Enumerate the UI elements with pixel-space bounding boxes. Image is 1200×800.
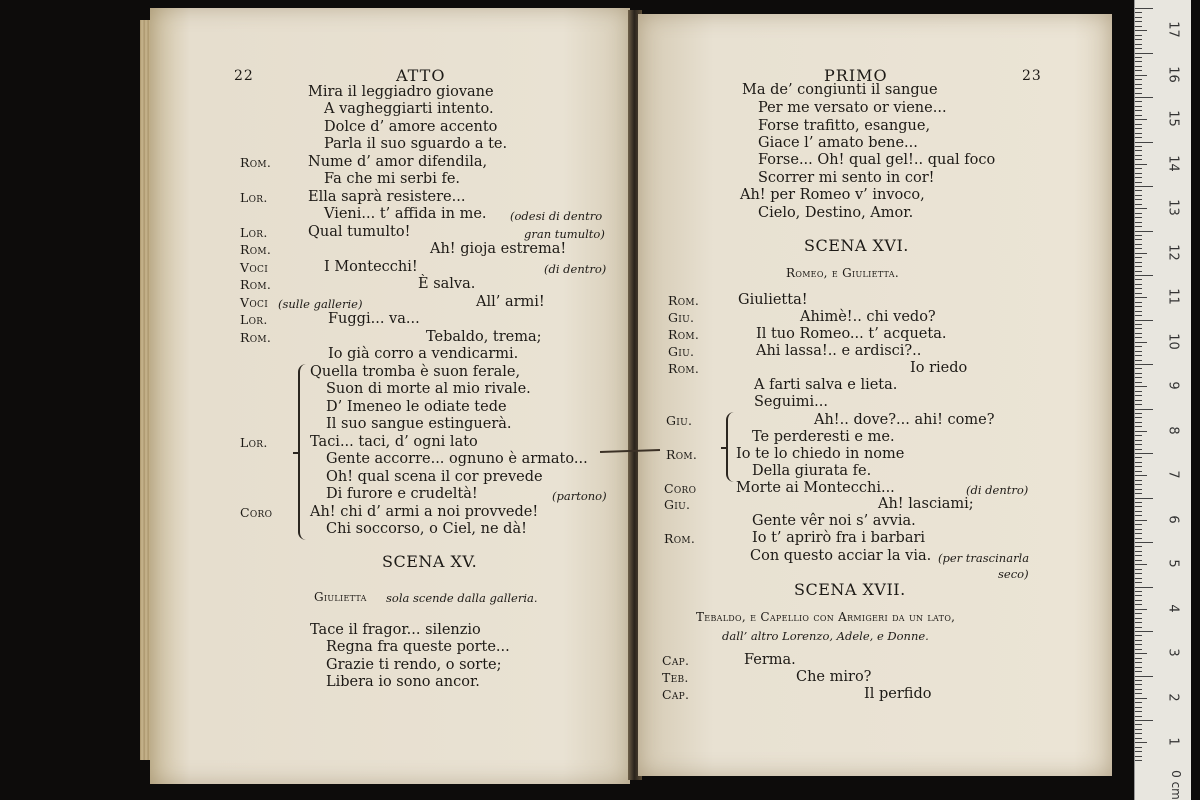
running-head-left: ATTO [396, 66, 446, 85]
verse-line: Io t’ aprirò fra i barbari [752, 530, 926, 546]
ruler-tick [1135, 702, 1142, 703]
ruler-tick [1135, 368, 1142, 369]
ruler-tick [1135, 79, 1142, 80]
ruler-tick [1135, 213, 1142, 214]
ruler-tick [1135, 564, 1147, 565]
ruler-tick [1135, 724, 1142, 725]
ruler-tick [1135, 747, 1142, 748]
ruler-tick [1135, 555, 1142, 556]
speaker-label: Lor. [240, 435, 268, 450]
ruler-tick [1135, 520, 1147, 521]
left-page [150, 8, 630, 784]
ruler-tick [1135, 271, 1142, 272]
ruler-tick [1135, 12, 1142, 13]
stage-direction: (per trascinarla [938, 551, 1030, 565]
ruler-tick [1135, 61, 1142, 62]
ruler-tick [1135, 377, 1142, 378]
ruler-tick [1135, 128, 1142, 129]
verse-line: Giulietta! [738, 292, 808, 308]
ruler-tick [1135, 671, 1142, 672]
verse-line: Parla il suo sguardo a te. [324, 136, 508, 152]
ruler-tick [1135, 742, 1147, 743]
ruler-tick [1135, 529, 1142, 530]
ruler-tick [1135, 609, 1147, 610]
verse-line: Ahi lassa!.. e ardisci?.. [756, 343, 922, 359]
verse-line: Taci... taci, d’ ogni lato [310, 434, 478, 450]
verse-line: Con questo acciar la via. [750, 548, 932, 564]
speaker-label: Lor. [240, 312, 268, 327]
ruler-tick [1135, 382, 1142, 383]
ruler-tick [1135, 644, 1142, 645]
verse-line: Il tuo Romeo... t’ acqueta. [756, 326, 947, 342]
ruler-tick [1135, 569, 1142, 570]
ruler-tick [1135, 373, 1142, 374]
ruler-tick [1135, 502, 1142, 503]
scene-direction: sola scende dalla galleria. [386, 591, 538, 605]
ruler-tick [1135, 53, 1153, 54]
ruler-tick [1135, 208, 1147, 209]
verse-line: Tace il fragor... silenzio [310, 622, 481, 638]
ruler-tick [1135, 324, 1142, 325]
ruler-tick [1135, 440, 1142, 441]
ruler-tick [1135, 266, 1142, 267]
speaker-label: Rom. [668, 293, 700, 308]
ruler-tick [1135, 622, 1142, 623]
ruler-tick [1135, 386, 1147, 387]
ruler-tick [1135, 506, 1142, 507]
ruler-tick [1135, 689, 1142, 690]
ruler-tick [1135, 306, 1142, 307]
ruler-tick [1135, 546, 1142, 547]
ruler-tick [1135, 422, 1142, 423]
ruler-tick [1135, 84, 1142, 85]
ruler-tick [1135, 400, 1142, 401]
ruler-tick [1135, 635, 1142, 636]
ruler-tick [1135, 297, 1147, 298]
ruler-tick [1135, 346, 1142, 347]
ruler-label: 10 [1165, 332, 1181, 350]
ruler-label: 1 [1165, 737, 1181, 746]
verse-line: Giace l’ amato bene... [758, 135, 918, 151]
ruler-label: 8 [1165, 425, 1181, 435]
verse-line: Gente vêr noi s’ avvia. [752, 513, 916, 529]
speaker-label: Voci [240, 260, 269, 275]
ruler-tick [1135, 101, 1142, 102]
scene-direction: Romeo, e Giulietta. [786, 266, 899, 280]
scene-direction-name: Giulietta [314, 590, 367, 604]
ruler-tick [1135, 137, 1142, 138]
verse-line: A farti salva e lieta. [754, 377, 898, 393]
ruler-tick [1135, 653, 1147, 654]
speaker-label: Coro [664, 481, 697, 496]
ruler-tick [1135, 311, 1142, 312]
scene-direction: dall’ altro Lorenzo, Adele, e Donne. [722, 629, 929, 643]
speaker-label: Cap. [662, 653, 690, 668]
running-head-right: PRIMO [824, 66, 888, 85]
ruler-label: 17 [1165, 21, 1181, 38]
ruler-tick [1135, 498, 1153, 499]
ruler-tick [1135, 21, 1142, 22]
ruler-tick [1135, 239, 1142, 240]
ruler-tick [1135, 453, 1153, 454]
speaker-label: Rom. [240, 277, 272, 292]
ruler-label: 15 [1165, 110, 1181, 127]
ruler-tick [1135, 186, 1153, 187]
ruler-tick [1135, 484, 1142, 485]
ruler-tick [1135, 733, 1142, 734]
ruler-tick [1135, 729, 1142, 730]
verse-line: Grazie ti rendo, o sorte; [326, 657, 502, 673]
verse-line: Di furore e crudeltà! [326, 486, 478, 502]
ruler-tick [1135, 738, 1142, 739]
ruler-tick [1135, 115, 1142, 116]
verse-line: Seguimi... [754, 394, 828, 410]
verse-line: Cielo, Destino, Amor. [758, 205, 914, 221]
ruler-tick [1135, 716, 1142, 717]
verse-line: Fa che mi serbi fe. [324, 171, 461, 187]
verse-line: Nume d’ amor difendila, [308, 154, 488, 170]
ruler-tick [1135, 17, 1142, 18]
ruler-label: 11 [1165, 288, 1181, 305]
ruler-tick [1135, 293, 1142, 294]
verse-line: Oh! qual scena il cor prevede [326, 469, 543, 485]
speaker-label: Lor. [240, 190, 268, 205]
ruler-tick [1135, 119, 1147, 120]
verse-line: I Montecchi! [324, 259, 418, 275]
ruler-tick [1135, 302, 1142, 303]
ruler-tick [1135, 26, 1142, 27]
ruler-tick [1135, 720, 1153, 721]
ruler-tick [1135, 155, 1142, 156]
ruler-label: 14 [1165, 154, 1181, 172]
ruler-tick [1135, 204, 1142, 205]
verse-line: Ah! chi d’ armi a noi provvede! [310, 504, 539, 520]
ruler-tick [1135, 444, 1142, 445]
ruler-tick [1135, 711, 1142, 712]
ruler-label: 13 [1165, 199, 1181, 216]
ruler-tick [1135, 133, 1142, 134]
verse-line: Mira il leggiadro giovane [308, 84, 494, 100]
ruler-tick [1135, 417, 1142, 418]
speaker-label: Rom. [664, 531, 696, 546]
ruler-tick [1135, 333, 1142, 334]
ruler-tick [1135, 591, 1142, 592]
verse-line: Ferma. [744, 652, 796, 668]
ruler-tick [1135, 284, 1142, 285]
verse-line: Io riedo [910, 360, 968, 376]
ruler-tick [1135, 395, 1142, 396]
ruler-tick [1135, 649, 1142, 650]
ruler-tick [1135, 173, 1142, 174]
verse-line: Ah! lasciami; [878, 496, 974, 512]
ruler-tick [1135, 231, 1153, 232]
ruler-tick [1135, 337, 1142, 338]
stage-direction: (di dentro) [544, 262, 607, 276]
ruler-tick [1135, 70, 1142, 71]
verse-line: Il perfido [864, 686, 932, 702]
speaker-label: Rom. [240, 155, 272, 170]
ruler-tick [1135, 253, 1147, 254]
ruler-tick [1135, 560, 1142, 561]
ruler-tick [1135, 640, 1142, 641]
ruler-tick [1135, 551, 1142, 552]
ruler-tick [1135, 582, 1142, 583]
ruler-label: 3 [1165, 648, 1181, 657]
ruler-tick [1135, 44, 1142, 45]
ruler-label: 4 [1165, 603, 1181, 613]
right-page [638, 14, 1112, 776]
ruler-tick [1135, 533, 1142, 534]
speaker-label: Voci [240, 295, 269, 310]
ruler-tick [1135, 511, 1142, 512]
ruler-tick [1135, 462, 1142, 463]
ruler-tick [1135, 262, 1142, 263]
ruler-tick [1135, 97, 1153, 98]
speaker-label: Giu. [664, 497, 691, 512]
ruler-tick [1135, 631, 1153, 632]
verse-line: Te perderesti e me. [752, 429, 895, 445]
ruler-tick [1135, 177, 1142, 178]
ruler-tick [1135, 542, 1153, 543]
verse-line: Forse... Oh! qual gel!.. qual foco [758, 152, 996, 168]
ruler-tick [1135, 404, 1142, 405]
scene-title: SCENA XVI. [804, 236, 909, 255]
verse-line: Ah! per Romeo v’ invoco, [740, 187, 925, 203]
speaker-label: Rom. [668, 361, 700, 376]
verse-line: Suon di morte al mio rivale. [326, 381, 531, 397]
speaker-label: Rom. [666, 447, 698, 462]
ruler-tick [1135, 355, 1142, 356]
ruler-tick [1135, 391, 1142, 392]
ruler-tick [1135, 279, 1142, 280]
ruler-tick [1135, 195, 1142, 196]
ruler-tick [1135, 222, 1142, 223]
verse-line: Della giurata fe. [752, 463, 872, 479]
ruler-tick [1135, 604, 1142, 605]
ruler-tick [1135, 578, 1142, 579]
ruler-tick [1135, 493, 1142, 494]
ruler-label: 2 [1165, 692, 1181, 702]
ruler-tick [1135, 182, 1142, 183]
stage-direction: (partono) [552, 489, 607, 503]
verse-line: Io già corro a vendicarmi. [328, 346, 519, 362]
verse-line: Libera io sono ancor. [326, 674, 480, 690]
ruler-tick [1135, 328, 1142, 329]
verse-line: Ah! gioja estrema! [430, 241, 567, 257]
ruler-tick [1135, 360, 1142, 361]
ruler-tick [1135, 110, 1142, 111]
ruler-tick [1135, 600, 1142, 601]
verse-line: Ma de’ congiunti il sangue [742, 82, 938, 98]
ruler-tick [1135, 662, 1142, 663]
ruler-tick [1135, 150, 1142, 151]
ruler-tick [1135, 515, 1142, 516]
ruler-tick [1135, 364, 1153, 365]
verse-line: Tebaldo, trema; [426, 329, 542, 345]
speaker-label: Teb. [662, 670, 689, 685]
ruler-tick [1135, 75, 1147, 76]
speaker-label: Lor. [240, 225, 268, 240]
verse-line: Per me versato or viene... [758, 100, 947, 116]
verse-line: Dolce d’ amore accento [324, 119, 498, 135]
speaker-label: Rom. [668, 327, 700, 342]
verse-line: Vieni... t’ affida in me. [324, 206, 487, 222]
ruler-tick [1135, 480, 1142, 481]
ruler-tick [1135, 413, 1142, 414]
verse-line: Ahimè!.. chi vedo? [800, 309, 936, 325]
ruler-tick [1135, 315, 1142, 316]
speaker-label: Rom. [240, 242, 272, 257]
speaker-label: Giu. [668, 344, 695, 359]
ruler-tick [1135, 760, 1142, 761]
ruler-tick [1135, 226, 1142, 227]
ruler-tick [1135, 235, 1142, 236]
ruler-tick [1135, 409, 1153, 410]
ruler-tick [1135, 88, 1142, 89]
ruler-label: 12 [1165, 243, 1181, 261]
ruler-tick [1135, 199, 1142, 200]
ruler-label: 16 [1165, 65, 1181, 83]
verse-line: D’ Imeneo le odiate tede [326, 399, 507, 415]
stage-direction: gran tumulto) [524, 227, 605, 241]
ruler-tick [1135, 66, 1142, 67]
ruler-tick [1135, 538, 1142, 539]
ruler-tick [1135, 93, 1142, 94]
ruler-tick [1135, 680, 1142, 681]
ruler-tick [1135, 466, 1142, 467]
stage-direction: (di dentro) [966, 483, 1029, 497]
ruler-tick [1135, 627, 1142, 628]
ruler-tick [1135, 248, 1142, 249]
verse-line: Che miro? [796, 669, 872, 685]
ruler-tick [1135, 684, 1142, 685]
scene-direction: Tebaldo, e Capellio con Armigeri da un lato, [696, 610, 956, 624]
ruler-tick [1135, 573, 1142, 574]
verse-line: Qual tumulto! [308, 224, 411, 240]
verse-line: È salva. [418, 276, 476, 292]
ruler-tick [1135, 613, 1142, 614]
ruler-tick [1135, 257, 1142, 258]
ruler-tick [1135, 146, 1142, 147]
ruler-tick [1135, 667, 1142, 668]
ruler-tick [1135, 489, 1142, 490]
verse-line: Io te lo chiedo in nome [736, 446, 905, 462]
brace [298, 364, 306, 540]
speaker-label: Giu. [668, 310, 695, 325]
ruler-tick [1135, 57, 1142, 58]
brace [726, 412, 734, 482]
speaker-label: Rom. [240, 330, 272, 345]
page-number-right: 23 [1022, 68, 1042, 84]
verse-line: Forse trafitto, esangue, [758, 118, 931, 134]
ruler-tick [1135, 707, 1142, 708]
ruler-tick [1135, 275, 1153, 276]
scene-title: SCENA XV. [382, 552, 478, 571]
ruler-tick [1135, 595, 1142, 596]
ruler-tick [1135, 351, 1142, 352]
ruler-tick [1135, 475, 1147, 476]
ruler-tick [1135, 30, 1147, 31]
ruler-tick [1135, 8, 1153, 9]
ruler-tick [1135, 751, 1142, 752]
ruler-tick [1135, 693, 1142, 694]
ruler-tick [1135, 435, 1142, 436]
verse-line: Morte ai Montecchi... [736, 480, 895, 496]
verse-line: Fuggi... va... [328, 311, 420, 327]
ruler-tick [1135, 471, 1142, 472]
verse-line: A vagheggiarti intento. [324, 101, 494, 117]
stage-direction: (sulle gallerie) [278, 297, 363, 311]
ruler-tick [1135, 618, 1142, 619]
ruler-unit: 0 cm [1168, 770, 1183, 800]
ruler-tick [1135, 756, 1142, 757]
ruler-tick [1135, 431, 1147, 432]
ruler-tick [1135, 426, 1142, 427]
measuring-ruler [1134, 0, 1191, 800]
verse-line: Chi soccorso, o Ciel, ne dà! [326, 521, 527, 537]
ruler-tick [1135, 698, 1147, 699]
page-number-left: 22 [234, 68, 254, 84]
verse-line: All’ armi! [476, 294, 545, 310]
verse-line: Ah!.. dove?... ahi! come? [814, 412, 995, 428]
ruler-tick [1135, 124, 1142, 125]
ruler-tick [1135, 159, 1142, 160]
ruler-tick [1135, 39, 1142, 40]
ruler-tick [1135, 106, 1142, 107]
ruler-label: 5 [1165, 559, 1181, 568]
ruler-tick [1135, 449, 1142, 450]
ruler-label: 9 [1165, 381, 1181, 390]
verse-line: Gente accorre... ognuno è armato... [326, 451, 588, 467]
ruler-label: 7 [1165, 470, 1181, 479]
ruler-tick [1135, 658, 1142, 659]
ruler-tick [1135, 587, 1153, 588]
ruler-tick [1135, 342, 1147, 343]
verse-line: Scorrer mi sento in cor! [758, 170, 935, 186]
speaker-label: Giu. [666, 413, 693, 428]
ruler-tick [1135, 168, 1142, 169]
ruler-label: 6 [1165, 514, 1181, 524]
ruler-tick [1135, 48, 1142, 49]
ruler-tick [1135, 190, 1142, 191]
ruler-tick [1135, 244, 1142, 245]
ruler-tick [1135, 142, 1153, 143]
ruler-tick [1135, 164, 1147, 165]
verse-line: Il suo sangue estinguerà. [326, 416, 512, 432]
ruler-tick [1135, 217, 1142, 218]
verse-line: Quella tromba è suon ferale, [310, 364, 521, 380]
speaker-label: Cap. [662, 687, 690, 702]
ruler-tick [1135, 676, 1153, 677]
ruler-tick [1135, 288, 1142, 289]
verse-line: Ella saprà resistere... [308, 189, 466, 205]
ruler-tick [1135, 457, 1142, 458]
ruler-tick [1135, 320, 1153, 321]
ruler-tick [1135, 524, 1142, 525]
scene-title: SCENA XVII. [794, 580, 906, 599]
verse-line: Regna fra queste porte... [326, 639, 510, 655]
stage-direction: (odesi di dentro [510, 209, 603, 223]
speaker-label: Coro [240, 505, 273, 520]
ruler-tick [1135, 35, 1142, 36]
stage-direction: seco) [998, 567, 1029, 581]
